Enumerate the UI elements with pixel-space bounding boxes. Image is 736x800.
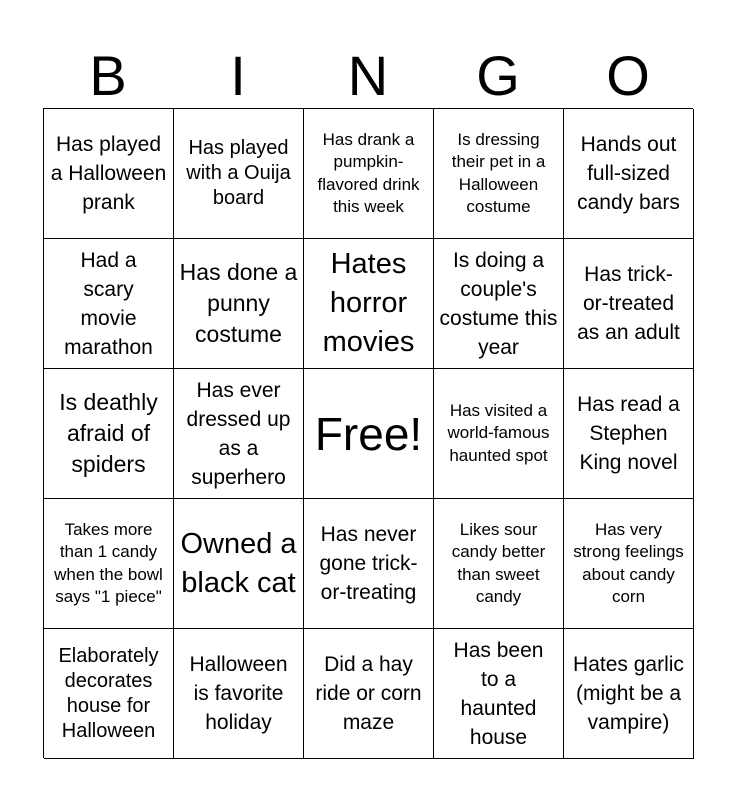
cell-text: Is deathly afraid of spiders xyxy=(59,389,158,477)
cell-text: Did a hay ride or corn maze xyxy=(315,653,422,734)
bingo-cell[interactable] xyxy=(44,239,174,369)
cell-text: Hates horror movies xyxy=(322,248,415,358)
cell-text: Hands out full-sized candy bars xyxy=(577,133,680,214)
cell-text: Has trick-or-treated as an adult xyxy=(577,263,680,344)
bingo-cell[interactable] xyxy=(564,499,694,629)
free-space: Free! xyxy=(314,407,423,460)
header-letter-b: B xyxy=(89,44,127,107)
cell-text: Has done a punny costume xyxy=(179,259,298,347)
bingo-cell[interactable] xyxy=(304,239,434,369)
bingo-cell[interactable] xyxy=(174,499,304,629)
bingo-cell[interactable] xyxy=(304,369,434,499)
cell-text: Had a scary movie marathon xyxy=(64,248,153,359)
cell-text: Has very strong feelings about candy corn xyxy=(573,519,684,606)
cell-text: Has read a Stephen King novel xyxy=(577,393,680,474)
cell-text: Hates garlic (might be a vampire) xyxy=(573,653,684,734)
cell-text: Has been to a haunted house xyxy=(453,638,544,749)
cell-text: Has played a Halloween prank xyxy=(50,133,167,214)
cell-text: Has drank a pumpkin-flavored drink this week xyxy=(317,129,420,216)
cell-text: Has ever dressed up as a superhero xyxy=(186,378,291,489)
cell-text: Takes more than 1 candy when the bowl says "1 piece" xyxy=(54,519,163,606)
bingo-cell[interactable] xyxy=(304,109,434,239)
bingo-cell[interactable] xyxy=(44,629,174,759)
cell-text: Halloween is favorite holiday xyxy=(189,653,288,734)
header-letter-o: O xyxy=(606,44,650,107)
header-letter-g: G xyxy=(476,44,520,107)
bingo-cell[interactable] xyxy=(564,239,694,369)
bingo-cell[interactable] xyxy=(174,109,304,239)
bingo-cell[interactable] xyxy=(174,629,304,759)
cell-text: Has played with a Ouija board xyxy=(186,137,291,209)
cell-text: Is doing a couple's costume this year xyxy=(439,248,558,359)
bingo-cell[interactable] xyxy=(304,629,434,759)
cell-text: Owned a black cat xyxy=(180,527,297,599)
bingo-cell[interactable] xyxy=(564,629,694,759)
cell-text: Is dressing their pet in a Halloween costume xyxy=(451,129,546,216)
bingo-cell[interactable] xyxy=(564,109,694,239)
cell-text: Likes sour candy better than sweet candy xyxy=(451,519,546,606)
bingo-cell[interactable] xyxy=(44,109,174,239)
cell-text: Has visited a world-famous haunted spot xyxy=(447,400,550,465)
cell-text: Has never gone trick-or-treating xyxy=(319,523,418,604)
header-letter-n: N xyxy=(347,44,389,107)
bingo-cell[interactable] xyxy=(434,499,564,629)
bingo-cell[interactable] xyxy=(174,239,304,369)
bingo-cell[interactable] xyxy=(434,109,564,239)
bingo-header xyxy=(43,44,693,108)
bingo-cell[interactable] xyxy=(44,499,174,629)
bingo-grid xyxy=(43,108,693,758)
bingo-cell[interactable] xyxy=(434,239,564,369)
bingo-cell[interactable] xyxy=(44,369,174,499)
bingo-cell[interactable] xyxy=(174,369,304,499)
bingo-cell[interactable] xyxy=(434,629,564,759)
bingo-cell[interactable] xyxy=(304,499,434,629)
bingo-cell[interactable] xyxy=(564,369,694,499)
cell-text: Elaborately decorates house for Halloween xyxy=(58,644,159,742)
bingo-cell[interactable] xyxy=(434,369,564,499)
header-letter-i: I xyxy=(230,44,246,107)
